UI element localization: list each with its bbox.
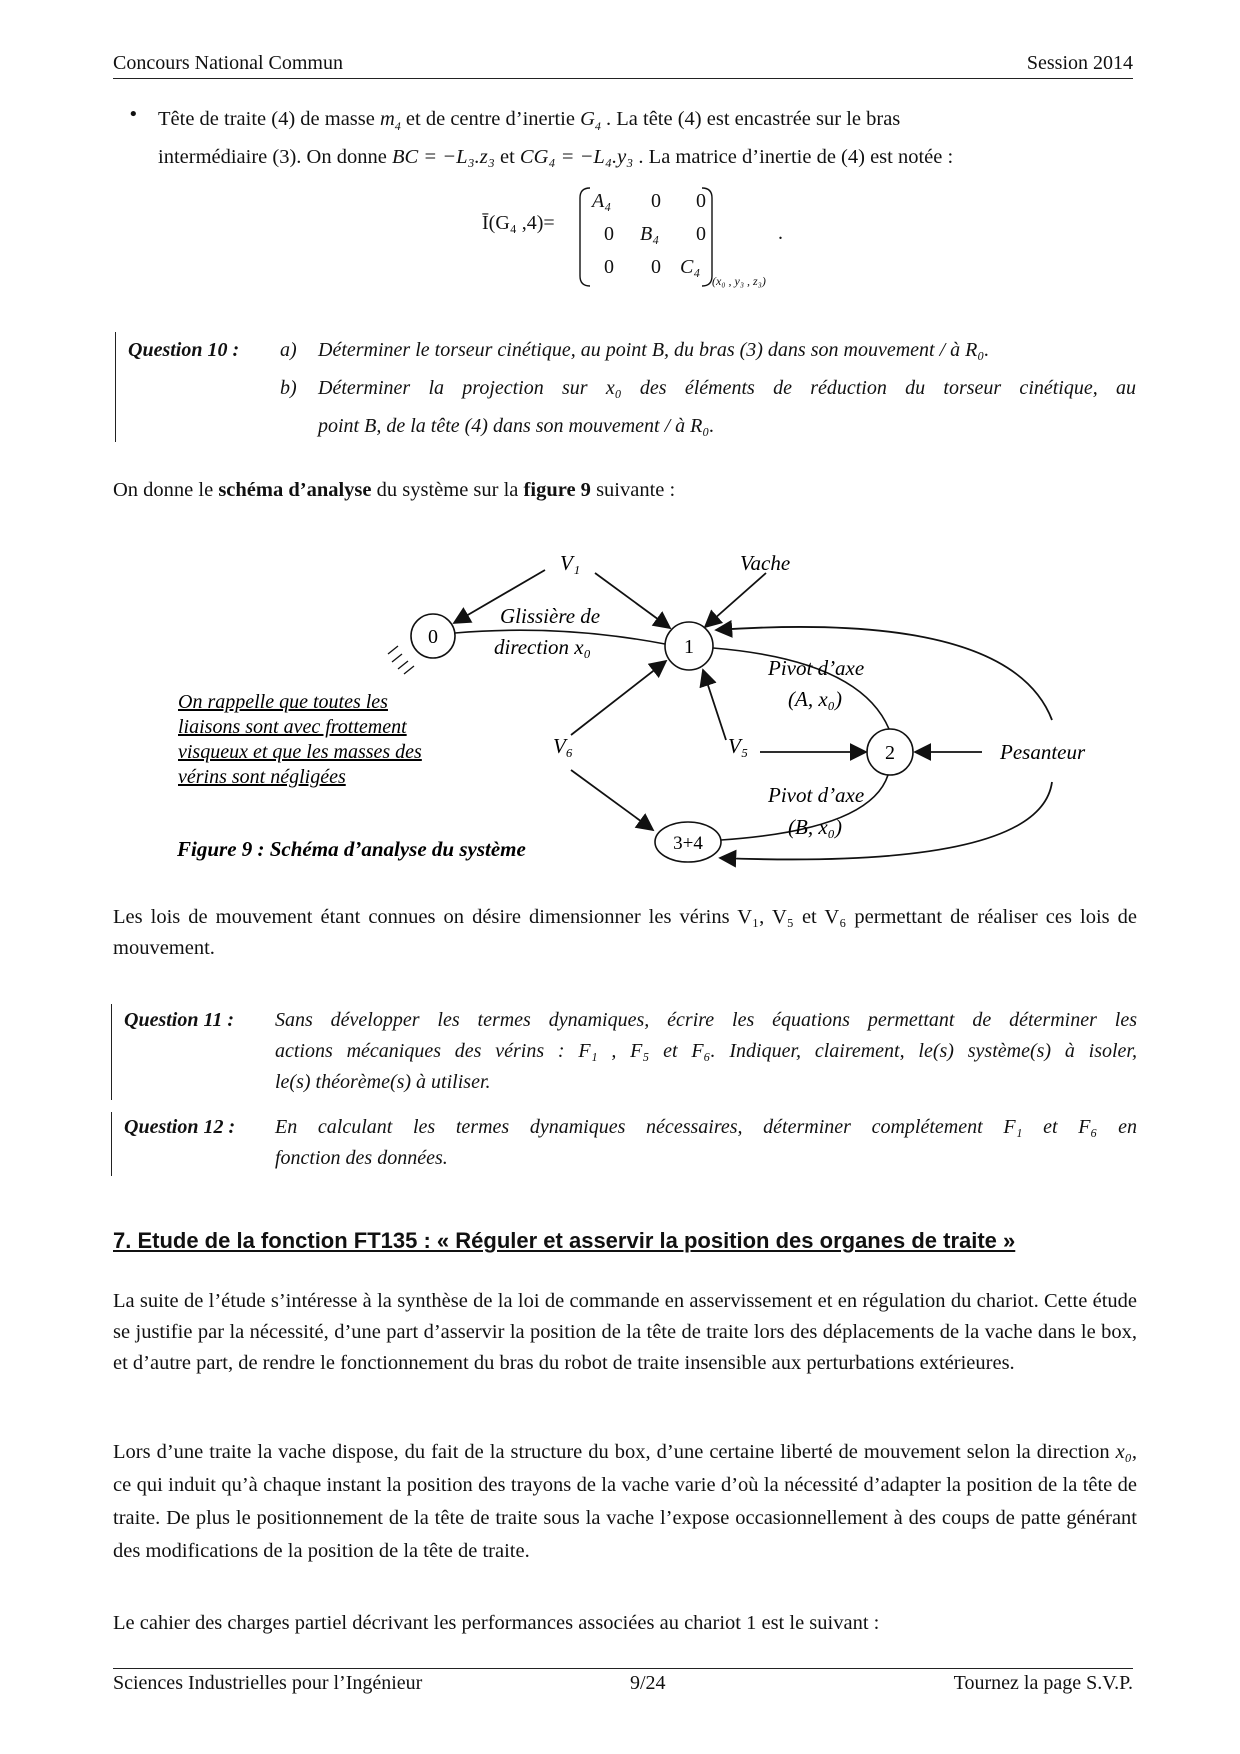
node-2-label: 2 — [885, 742, 895, 764]
g4-sub: 4 — [594, 119, 601, 134]
bullet-text: . La tête (4) est encastrée sur le bras — [606, 108, 901, 130]
m4-sub: 4 — [394, 119, 401, 134]
footer-left: Sciences Industrielles pour l’Ingénieur — [113, 1672, 423, 1694]
para-2-text: nécessité d’adapter la position de la tête de traite. De plus le positionnement de la tête de traite sous la vache l’expose occasionnellement à des coups de patte générant des modifications de la position de la tête de traite. — [113, 1474, 1138, 1562]
matrix-r2c2: C₄ — [680, 256, 701, 278]
arrow-v6-1 — [571, 661, 666, 735]
q10-label: Question 10 : — [128, 339, 240, 361]
intro-text: du système sur la — [371, 479, 524, 501]
bullet-text: et — [499, 146, 515, 169]
note-line-3: visqueux et que les masses des — [178, 741, 422, 763]
matrix-dot: . — [778, 222, 783, 244]
q12-label: Question 12 : — [124, 1116, 236, 1138]
arrow-pesanteur-1 — [716, 627, 1052, 720]
bullet-text: Tête de traite (4) de masse — [158, 108, 375, 130]
para-1: La suite de l’étude s’intéresse à la synthèse de la loi de commande en asservissement et en régulation du chariot. Cette étude se justifie par la nécessité, d’une part d’asservir la position de la tête de traite lors des déplacements de la vache dans le box, et d’autre part, de rendre le fonctionnement du bras du robot de traite insensible aux perturbations extérieures. — [113, 1290, 1137, 1374]
bullet-dot: • — [128, 104, 139, 125]
para-2-text: , ce qui induit qu’à chaque instant la position des trayons de la vache varie d’où la — [113, 1441, 1137, 1496]
q11-line-2: actions mécaniques des vérins : F₁ , F₅ et F₆. Indiquer, clairement, le(s) système(s) à isoler, — [275, 1040, 1137, 1062]
node-0-label: 0 — [428, 626, 438, 648]
ground-hatch — [388, 646, 414, 674]
q12-line-1: En calculant les termes dynamiques nécessaires, déterminer complétement F₁ et F₆ en — [275, 1116, 1137, 1138]
arrow-v1-1 — [595, 573, 670, 628]
label-v6: V₆ — [553, 734, 574, 758]
arrow-v6-34 — [571, 770, 653, 830]
matrix-basis: (x₀ , y₃ , z₃) — [712, 274, 766, 288]
label-v5: V₅ — [728, 734, 749, 758]
note-line-4: vérins sont négligées — [178, 766, 346, 788]
header-left: Concours National Commun — [113, 52, 343, 74]
m4-symbol: m — [379, 108, 395, 130]
matrix-r1c2: 0 — [696, 223, 706, 245]
q10-a-tag: a) — [280, 339, 297, 361]
label-pivot-a-1: Pivot d’axe — [768, 656, 865, 680]
matrix-r2c1: 0 — [651, 256, 661, 278]
note-line-1: On rappelle que toutes les — [178, 691, 388, 713]
q11-line-1: Sans développer les termes dynamiques, écrire les équations permettant de déterminer les — [275, 1009, 1137, 1031]
label-glissiere-1: Glissière de — [500, 604, 601, 628]
para-2 — [113, 1436, 1137, 1568]
bullet-text: intermédiaire (3). On donne — [158, 146, 387, 169]
matrix-r1c1: B₄ — [640, 223, 660, 245]
bullet-paragraph — [158, 104, 1137, 173]
label-v1: V₁ — [560, 551, 581, 575]
intro-bold: figure 9 — [523, 479, 591, 501]
q12-bar — [111, 1112, 112, 1176]
matrix-r2c0: 0 — [604, 256, 614, 278]
bullet-text: . La matrice d’inertie de (4) est notée : — [638, 146, 954, 169]
q11-line-3: le(s) théorème(s) à utiliser. — [275, 1071, 491, 1093]
matrix-r0c0: A₄ — [592, 190, 612, 212]
intro-text: On donne le — [113, 479, 219, 501]
footer-right: Tournez la page S.V.P. — [953, 1672, 1133, 1694]
q10-b-text2: point B, de la tête (4) dans son mouvement / à R₀. — [318, 415, 715, 437]
para-lois: Les lois de mouvement étant connues on désire dimensionner les vérins V₁, V₅ et V₆ permettant de réaliser ces lois de mouvement. — [113, 906, 1137, 959]
para-2-text: Lors d’une traite la vache dispose, du fait de la structure du box, d’une certaine liberté de mouvement selon la direction — [113, 1441, 1110, 1463]
q10-b-tag: b) — [280, 377, 297, 399]
label-pivot-a-2: (A, x₀) — [788, 687, 842, 711]
figure-intro — [113, 475, 1137, 506]
arrow-vache-1 — [705, 573, 766, 627]
label-pivot-b-2: (B, x₀) — [788, 815, 842, 839]
label-vache: Vache — [740, 551, 791, 575]
matrix-r1c0: 0 — [604, 223, 614, 245]
arrow-v5-1 — [703, 670, 726, 740]
bc-expression: BC = −L₃.z₃ — [391, 146, 495, 169]
header-rule — [113, 78, 1133, 79]
matrix-r0c2: 0 — [696, 190, 706, 212]
q10-a-text: Déterminer le torseur cinétique, au point B, du bras (3) dans son mouvement / à R₀. — [318, 339, 990, 361]
q10-bar — [115, 332, 116, 442]
para-3: Le cahier des charges partiel décrivant les performances associées au chariot 1 est le suivant : — [113, 1612, 880, 1634]
q11-label: Question 11 : — [124, 1009, 235, 1031]
node-3-4-label: 3+4 — [673, 833, 703, 854]
section-7-heading: 7. Etude de la fonction FT135 : « Réguler et asservir la position des organes de traite » — [113, 1228, 1016, 1253]
footer-page-number: 9/24 — [630, 1672, 666, 1694]
q12-line-2: fonction des données. — [275, 1147, 448, 1169]
figure-caption: Figure 9 : Schéma d’analyse du système — [177, 837, 526, 861]
intro-bold: schéma d’analyse — [218, 479, 372, 501]
matrix-lhs: Ī(G₄ ,4)= — [482, 212, 555, 234]
label-pivot-b-1: Pivot d’axe — [768, 783, 865, 807]
bullet-text: et de centre d’inertie — [405, 108, 575, 130]
matrix-r0c1: 0 — [651, 190, 661, 212]
label-pesanteur: Pesanteur — [1000, 740, 1086, 764]
q10-b-text1: Déterminer la projection sur x₀ des éléments de réduction du torseur cinétique, au — [318, 377, 1136, 399]
q11-bar — [111, 1004, 112, 1100]
intro-text: suivante : — [590, 479, 676, 501]
header-right: Session 2014 — [1026, 52, 1133, 74]
footer-rule — [113, 1668, 1133, 1669]
x0-symbol: x₀ — [1115, 1441, 1132, 1463]
analysis-diagram — [0, 530, 1240, 880]
g4-symbol: G — [580, 108, 595, 130]
label-glissiere-2: direction x₀ — [494, 635, 591, 659]
node-1-label: 1 — [684, 636, 694, 658]
note-line-2: liaisons sont avec frottement — [178, 716, 407, 738]
cg-expression: CG₄ = −L₄.y₃ — [519, 146, 634, 169]
